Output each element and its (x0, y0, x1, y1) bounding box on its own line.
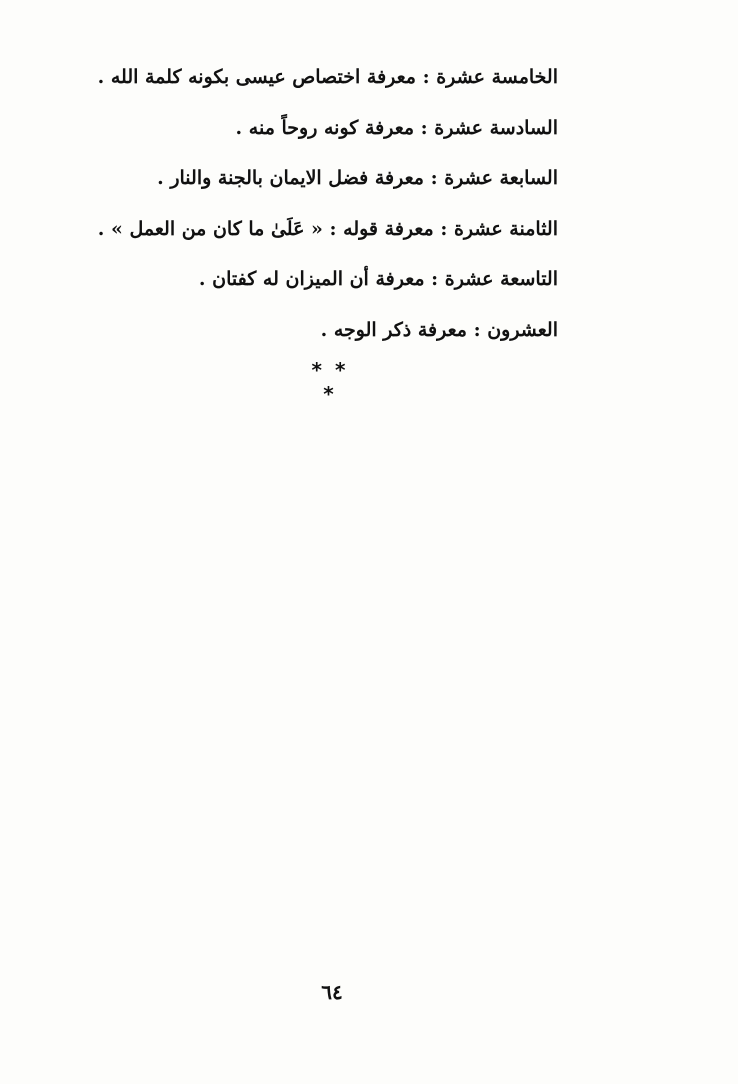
page-number: ٦٤ (321, 980, 343, 1004)
text-line-16: السادسة عشرة : معرفة كونه روحاً منه . (235, 116, 558, 139)
text-line-20: العشرون : معرفة ذكر الوجه . (320, 318, 558, 341)
text-line-19: التاسعة عشرة : معرفة أن الميزان له كفتان . (198, 268, 558, 291)
text-line-17: السابعة عشرة : معرفة فضل الايمان بالجنة والنار . (157, 167, 558, 190)
section-separator: * * * (311, 358, 349, 406)
text-line-18: الثامنة عشرة : معرفة قوله : « عَلَىٰ ما كان من العمل » . (97, 217, 558, 240)
text-line-15: الخامسة عشرة : معرفة اختصاص عيسى بكونه كلمة الله . (97, 66, 558, 88)
text-lines (97, 66, 558, 370)
